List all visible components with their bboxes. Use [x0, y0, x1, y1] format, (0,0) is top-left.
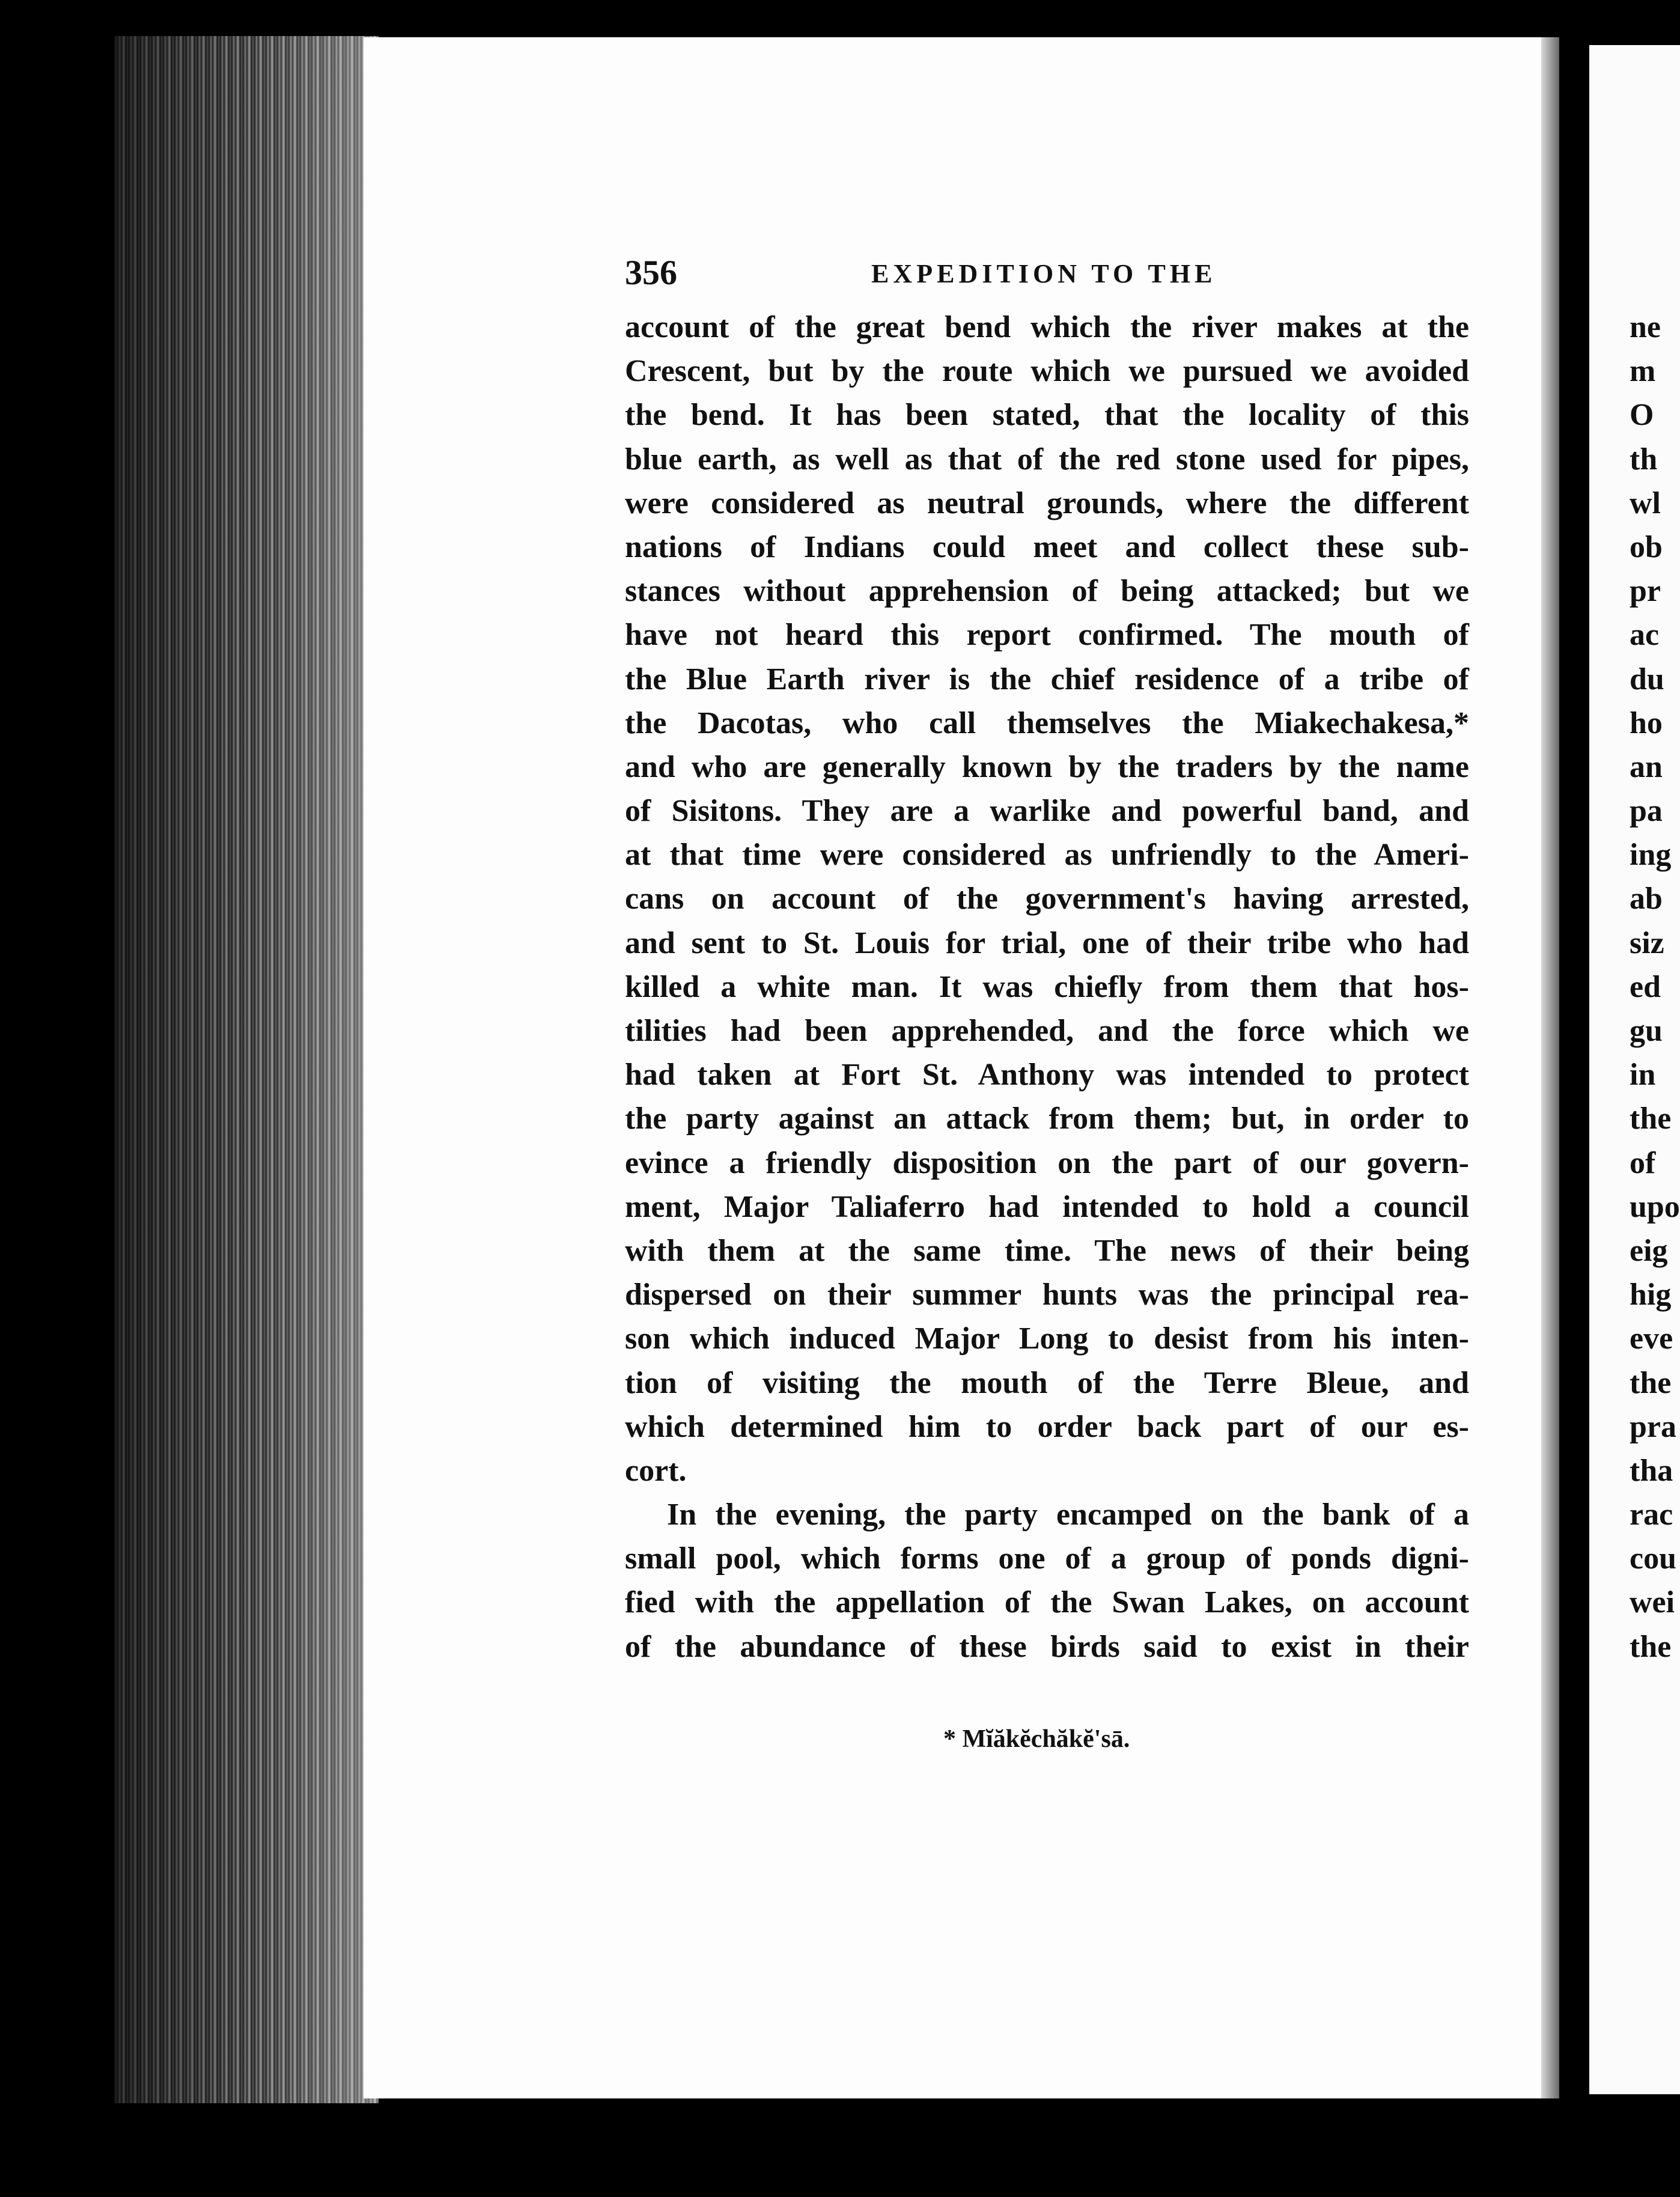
facing-line: ho [1630, 705, 1663, 740]
page-edges [114, 36, 379, 2103]
page-header [625, 252, 1466, 306]
facing-line: du [1630, 662, 1664, 696]
facing-line: pa [1630, 794, 1663, 829]
facing-line: ob [1630, 529, 1663, 564]
text-line: In the evening, the party encamped on the bank of a [667, 1498, 1469, 1532]
facing-line: pra [1630, 1409, 1676, 1444]
running-head: EXPEDITION TO THE [871, 259, 1217, 288]
facing-line: ab [1630, 882, 1663, 916]
facing-page-text [1630, 305, 1680, 1669]
facing-line: siz [1630, 925, 1664, 960]
text-line: account of the great bend which the river makes at the [625, 310, 1469, 344]
facing-line: wei [1630, 1585, 1675, 1620]
text-line: dispersed on their summer hunts was the principal rea- [625, 1278, 1469, 1312]
text-line: and sent to St. Louis for trial, one of their tribe who had [625, 925, 1469, 960]
body-text [625, 305, 1469, 1669]
text-line: cans on account of the government's having arrested, [625, 882, 1469, 916]
facing-line: pr [1630, 574, 1661, 609]
facing-line: eig [1630, 1233, 1668, 1268]
facing-line: ed [1630, 969, 1661, 1004]
page-number: 356 [625, 253, 677, 292]
facing-line: gu [1630, 1014, 1663, 1048]
text-line: the Blue Earth river is the chief residence of a tribe of [625, 662, 1469, 696]
text-line: the party against an attack from them; but, in order to [625, 1102, 1469, 1136]
text-line: fied with the appellation of the Swan Lakes, on account [625, 1585, 1469, 1620]
text-line: at that time were considered as unfriendly to the Ameri- [625, 838, 1469, 873]
facing-line: O [1630, 398, 1654, 433]
text-line: cort. [625, 1453, 687, 1488]
facing-line: hig [1630, 1278, 1672, 1312]
text-line: ment, Major Taliaferro had intended to hold a council [625, 1189, 1469, 1224]
text-line: blue earth, as well as that of the red stone used for pipes, [625, 442, 1469, 477]
facing-line: tha [1630, 1453, 1673, 1488]
text-line: small pool, which forms one of a group of ponds digni- [625, 1541, 1469, 1576]
text-line: the Dacotas, who call themselves the Miakechakesa,* [625, 705, 1469, 740]
facing-line: ing [1630, 838, 1672, 873]
facing-line: th [1630, 442, 1658, 477]
facing-line: rac [1630, 1498, 1673, 1532]
text-line: son which induced Major Long to desist from his inten- [625, 1321, 1469, 1356]
facing-line: eve [1630, 1321, 1673, 1356]
text-line: and who are generally known by the traders by the name [625, 749, 1469, 784]
text-line: were considered as neutral grounds, where the different [625, 486, 1469, 520]
text-line: the bend. It has been stated, that the locality of this [625, 398, 1469, 433]
text-line: of the abundance of these birds said to exist in their [625, 1629, 1469, 1664]
text-line: tion of visiting the mouth of the Terre Bleue, and [625, 1365, 1469, 1400]
facing-line: of [1630, 1145, 1656, 1180]
text-line: which determined him to order back part of our es- [625, 1409, 1469, 1444]
text-line: stances without apprehension of being attacked; but we [625, 574, 1469, 609]
facing-line: the [1630, 1365, 1672, 1400]
facing-line: ac [1630, 618, 1660, 653]
facing-line: upo [1630, 1189, 1680, 1224]
text-line: of Sisitons. They are a warlike and powerful band, and [625, 794, 1469, 829]
facing-line: cou [1630, 1541, 1676, 1576]
gutter-shadow [1541, 37, 1559, 2098]
facing-line: an [1630, 749, 1663, 784]
facing-line: the [1630, 1629, 1672, 1664]
footnote: * Mĭăkĕchăkĕ'sā. [943, 1725, 1130, 1753]
facing-line: in [1630, 1058, 1656, 1092]
facing-line: wl [1630, 486, 1661, 520]
text-line: tilities had been apprehended, and the force which we [625, 1014, 1469, 1048]
text-line: evince a friendly disposition on the part of our govern- [625, 1145, 1469, 1180]
facing-line: ne [1630, 310, 1661, 344]
text-line: Crescent, but by the route which we pursued we avoided [625, 354, 1469, 389]
facing-line: m [1630, 354, 1656, 389]
text-line: had taken at Fort St. Anthony was intended to protect [625, 1058, 1469, 1092]
text-line: nations of Indians could meet and collect these sub- [625, 529, 1469, 564]
text-line: have not heard this report confirmed. The mouth of [625, 618, 1469, 653]
text-line: with them at the same time. The news of their being [625, 1233, 1469, 1268]
text-line: killed a white man. It was chiefly from them that hos- [625, 969, 1469, 1004]
facing-line: the [1630, 1102, 1672, 1136]
